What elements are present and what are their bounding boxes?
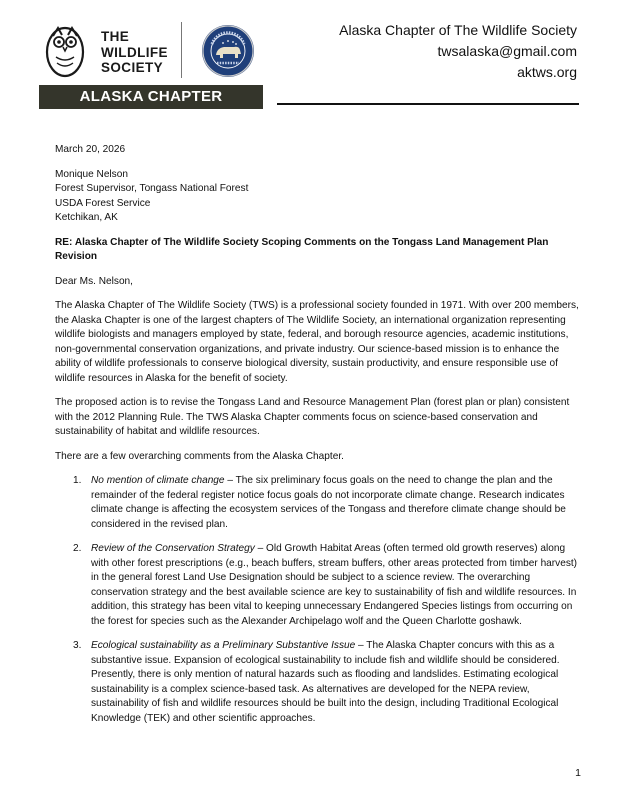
org-name: Alaska Chapter of The Wildlife Society: [339, 22, 577, 38]
body-paragraph: There are a few overarching comments from the Alaska Chapter.: [55, 450, 344, 462]
recipient-line: Monique Nelson: [55, 168, 128, 180]
page-number: 1: [575, 767, 581, 779]
website-link[interactable]: aktws.org: [517, 64, 577, 80]
item-number: 3.: [73, 640, 82, 651]
list-item: [55, 474, 581, 532]
email-link[interactable]: twsalaska@gmail.com: [437, 43, 577, 59]
item-number: 1.: [73, 475, 82, 486]
item-text: – The Alaska Chapter concurs with this as a substantive issue. Expansion of ecological sustainability to include fish and wildlife should be considered. Presently, there is only mention of natural hazards such as flooding and landslides. Estimating ecological sustainability is a complex science-based task. As alternatives are developed for the NEPA review, sustainability of fish and wildlife resources should be built into the design, including Traditional Ecological Knowledge (TEK) and other scientific approaches.: [91, 640, 560, 724]
recipient-line: Forest Supervisor, Tongass National Forest: [55, 183, 249, 194]
subject-line: RE: Alaska Chapter of The Wildlife Society Scoping Comments on the Tongass Land Management Plan Revision: [55, 236, 549, 262]
item-heading: Ecological sustainability as a Preliminary Substantive Issue: [91, 640, 356, 651]
letter-body: [55, 143, 581, 736]
logo-line: THE: [101, 29, 130, 44]
item-text: – Old Growth Habitat Areas (often termed old growth reserves) along with other forest prescriptions (e.g., beach buffers, stream buffers, other areas protected from timber harvest) in the general forest Land Use Designation should be subject to a science review. The overarching conservation strategy and the best available science are key to sustainability of fish and wildlife resources. In addition, this strategy has been vital to keeping unnecessary Endangered Species listings from occurring on the forest for species such as the Alexander Archipelago wolf and the Queen Charlotte goshawk.: [91, 543, 578, 627]
logo-divider: [181, 22, 182, 78]
recipient-address: [55, 168, 581, 226]
logo-line: SOCIETY: [101, 60, 164, 75]
comment-list: [55, 474, 581, 726]
owl-logo-icon: [39, 22, 91, 78]
salutation: Dear Ms. Nelson,: [55, 275, 133, 287]
list-item: [55, 639, 581, 726]
list-item: [55, 542, 581, 629]
chapter-seal-icon: [201, 24, 255, 78]
header-rule: [277, 103, 579, 105]
recipient-line: Ketchikan, AK: [55, 212, 118, 223]
body-paragraph: The Alaska Chapter of The Wildlife Society (TWS) is a professional society founded in 1971. With over 200 members, the Alaska Chapter is one of the largest chapters of The Wildlife Society, an international organization representing wildlife biologists and managers employed by state, federal, and borough resource agencies, academic institutions, non-governmental conservation organizations, and private industry. Our science-based mission is to enhance the ability of wildlife professionals to conserve biological diversity, sustain productivity, and ensure responsible use of wildlife resources in Alaska for the benefit of society.: [55, 300, 579, 384]
recipient-line: USDA Forest Service: [55, 197, 151, 209]
logo-line: WILDLIFE: [101, 44, 168, 60]
body-paragraph: The proposed action is to revise the Tongass Land and Resource Management Plan (forest plan or plan) consistent with the 2012 Planning Rule. The TWS Alaska Chapter comments focus on science-based conservation and sustainability of habitat and wildlife resources.: [55, 397, 570, 437]
item-heading: Review of the Conservation Strategy: [91, 543, 255, 554]
item-text: – The six preliminary focus goals on the need to change the plan and the remainder of the federal register notice focus goals do not incorporate climate change. Research indicates climate change is affecting the ecosystem services of the Tongass and therefore climate change should be considered in the revised plan.: [91, 475, 566, 530]
contact-block: [339, 20, 577, 83]
item-number: 2.: [73, 543, 82, 554]
item-heading: No mention of climate change: [91, 475, 225, 486]
chapter-banner: ALASKA CHAPTER: [39, 85, 263, 109]
letter-date: March 20, 2026: [55, 144, 126, 155]
logo-wordmark: [101, 29, 168, 76]
